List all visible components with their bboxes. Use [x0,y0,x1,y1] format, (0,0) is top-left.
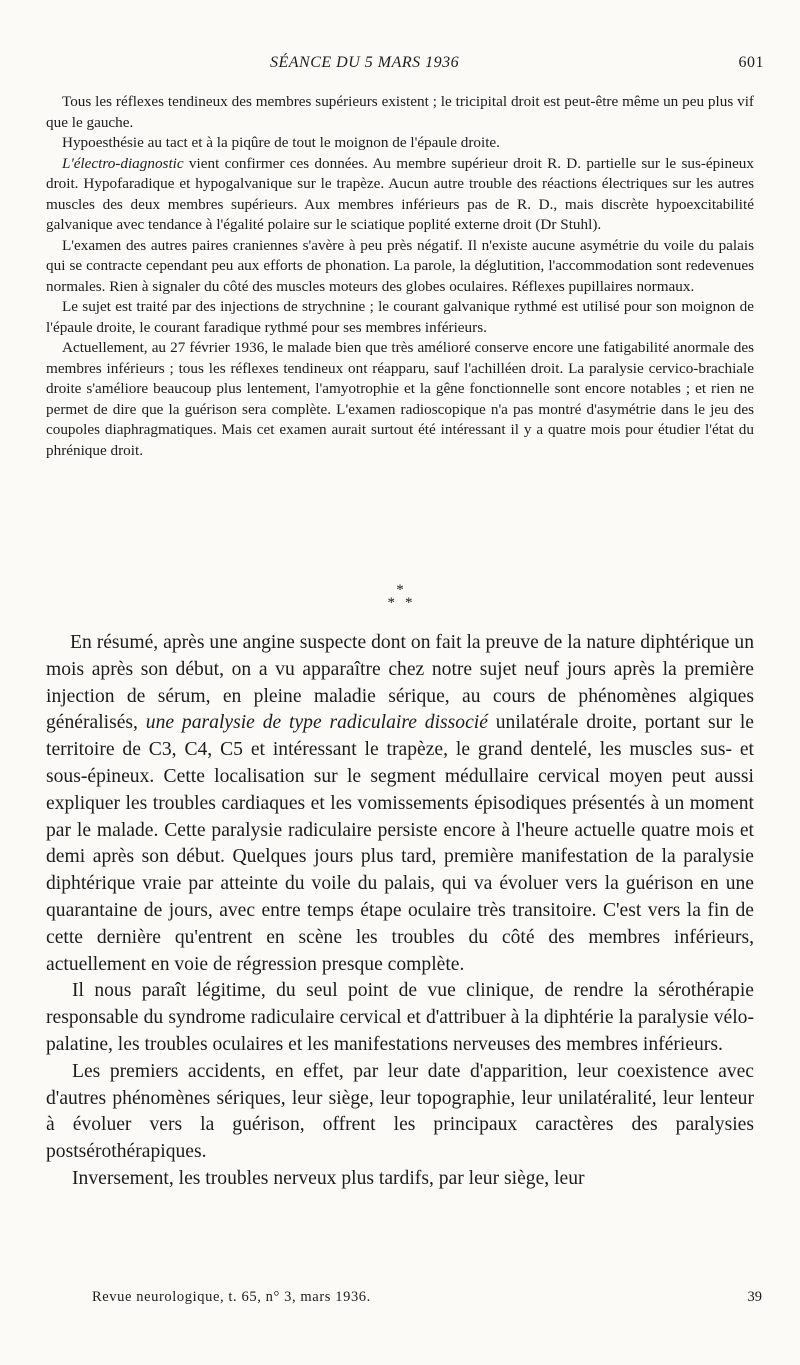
italic-lead: L'électro-diagnostic [62,154,184,172]
paragraph: Tous les réflexes tendineux des membres supérieurs existent ; le tricipital droit est peut-être même un peu plus vif que le gauche. [46,93,754,131]
summary-part-1: En résumé, après une angine suspecte dont on fait la preuve de la nature diphtérique un mois après son début, on a vu apparaître chez notre sujet neuf jours après la première injection de sérum, en pleine maladie sérique, au cours de phénomènes algiques généralisés, [46,632,754,734]
journal-citation: Revue neurologique, t. 65, n° 3, mars 1936. [92,1289,371,1305]
paragraph-rest: vient confirmer ces données. Au membre supérieur droit R. D. partielle sur le sus-épineux droit. Hypofaradique et hypogalvanique sur le trapèze. Aucun autre trouble des réactions électriques sur les autres muscles des deux membres supérieurs. Aux membres inférieurs pas de R. D., mais discrète hypoexcitabilité galvanique avec tendance à l'égalité polaire sur le sciatique poplité externe droit (Dr Stuhl). [46,154,754,233]
page-footer [92,1289,762,1311]
paragraph: L'examen des autres paires craniennes s'avère à peu près négatif. Il n'existe aucune asymétrie du voile du palais qui se contracte cependant peu aux efforts de phonation. La parole, la déglutition, l'accommodation sont redevenues normales. Rien à signaler du côté des muscles moteurs des globes oculaires. Réflexes pupillaires normaux. [46,236,754,295]
summary-italic: une paralysie de type radiculaire dissocié [145,712,488,734]
paragraph: Actuellement, au 27 février 1936, le malade bien que très amélioré conserve encore une fatigabilité anormale des membres inférieurs ; tous les réflexes tendineux ont réapparu, sauf l'achilléen droit. La paralysie cervico-brachiale droite s'améliore beaucoup plus lentement, l'amyotrophie et la gêne fonctionnelle sont encore notables ; et rien ne permet de dire que la guérison sera complète. L'examen radioscopique n'a pas montré d'asymétrie dans le jeu des coupoles diaphragmatiques. Mais cet examen aurait surtout été intéressant il y a quatre mois pour étudier l'état du phrénique droit. [46,339,754,459]
summary-paragraph [46,630,754,978]
paragraph: Hypoesthésie au tact et à la piqûre de tout le moignon de l'épaule droite. [62,134,500,151]
asterism-top: * [396,582,404,598]
asterism-bottom: ** [387,595,423,611]
running-title: SÉANCE DU 5 MARS 1936 [270,54,460,71]
running-header [0,54,800,78]
clinical-observation-text [46,92,754,461]
paragraph: Le sujet est traité par des injections de strychnine ; le courant galvanique rythmé est utilisé pour son moignon de l'épaule droite, le courant faradique rythmé pour ses membres inférieurs. [46,298,754,336]
signature-number: 39 [747,1289,762,1305]
summary-part-2: unilatérale droite, portant sur le territoire de C3, C4, C5 et intéressant le trapèze, le grand dentelé, les muscles sus- et sous-épineux. Cette localisation sur le segment médullaire cervical moyen peut aussi expliquer les troubles cardiaques et les vomissements épisodiques présentés à un moment par le malade. Cette paralysie radiculaire persiste encore à l'heure actuelle quatre mois et demi après son début. Quelques jours plus tard, première manifestation de la paralysie diphtérique vraie par atteinte du voile du palais, qui va évoluer vers la guérison en une quarantaine de jours, avec entre temps étape oculaire très transitoire. C'est vers la fin de cette dernière qu'entrent en scène les troubles du côté des membres inférieurs, actuellement en voie de régression presque complète. [46,712,754,975]
paragraph: Les premiers accidents, en effet, par leur date d'apparition, leur coexistence avec d'autres phénomènes sériques, leur siège, leur topographie, leur unilatéralité, leur lenteur à évoluer vers la guérison, offrent les principaux caractères des paralysies postsérothérapiques. [46,1060,754,1163]
paragraph [46,154,754,236]
summary-text [46,630,754,1193]
paragraph: Il nous paraît légitime, du seul point de vue clinique, de rendre la sérothérapie responsable du syndrome radiculaire cervical et d'attribuer à la diphtérie la paralysie vélo-palatine, les troubles oculaires et les manifestations nerveuses des membres inférieurs. [46,980,754,1055]
paragraph: Inversement, les troubles nerveux plus tardifs, par leur siège, leur [72,1167,585,1189]
page-number: 601 [738,54,764,71]
